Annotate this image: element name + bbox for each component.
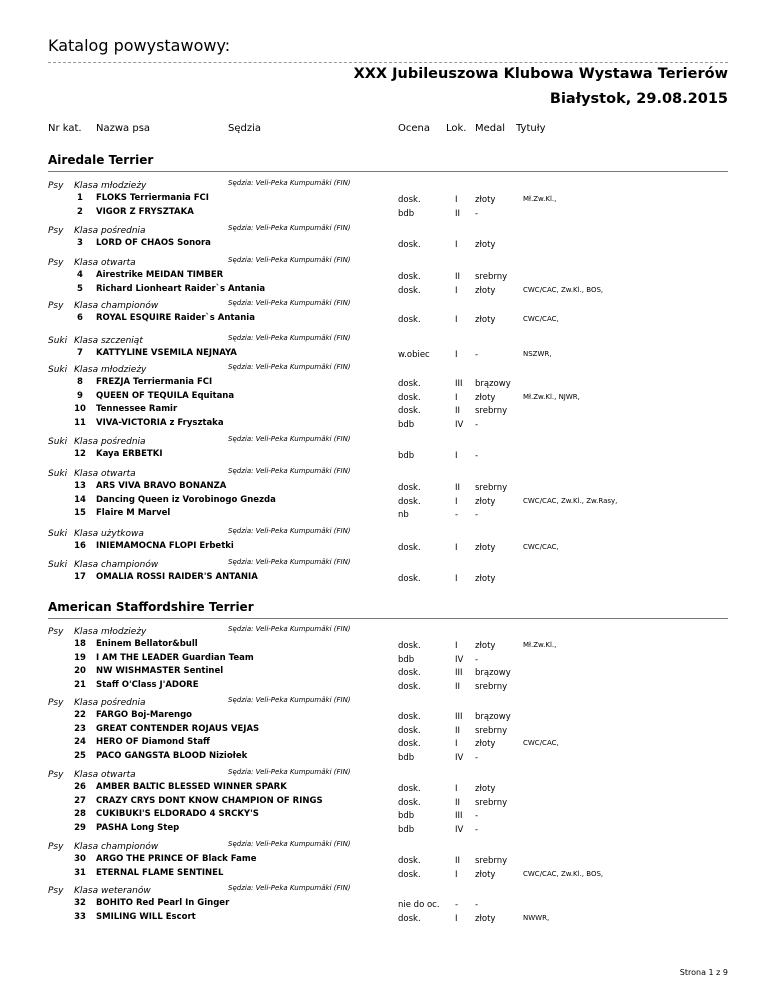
placement: I	[455, 739, 458, 749]
medal: srebrny	[475, 797, 508, 808]
rating: dosk.	[398, 392, 421, 403]
class-label: Klasa weteranów	[74, 886, 151, 896]
rating: nb	[398, 510, 409, 520]
dog-name: QUEEN OF TEQUILA Equitana	[96, 390, 235, 401]
medal: złoty	[475, 392, 496, 403]
sex-label: Psy	[48, 301, 64, 311]
judge-label: Sędzia: Veli-Peka Kumpumäki (FIN)	[228, 467, 351, 475]
catalog-number: 21	[74, 679, 86, 690]
catalog-number: 14	[74, 494, 86, 505]
placement: I	[455, 784, 458, 794]
dog-name: PACO GANGSTA BLOOD Niziołek	[96, 750, 248, 761]
medal: -	[475, 208, 479, 219]
placement: I	[455, 641, 458, 651]
dog-name: Staff O'Class J'ADORE	[96, 679, 199, 690]
placement: I	[455, 913, 458, 924]
medal: srebrny	[475, 681, 508, 692]
class-label: Klasa młodzieży	[74, 365, 147, 375]
sex-label: Psy	[48, 627, 64, 637]
rating: dosk.	[398, 195, 421, 205]
sex-label: Psy	[48, 226, 64, 236]
rating: dosk.	[398, 668, 421, 678]
medal: złoty	[475, 784, 496, 794]
dog-name: NW WISHMASTER Sentinel	[96, 666, 224, 676]
judge-label: Sędzia: Veli-Peka Kumpumäki (FIN)	[228, 363, 351, 371]
event-title: XXX Jubileuszowa Klubowa Wystawa Terierów	[353, 66, 728, 82]
rating: bdb	[398, 419, 415, 430]
medal: srebrny	[475, 483, 508, 493]
dog-name: Richard Lionheart Raider`s Antania	[96, 283, 266, 294]
placement: II	[455, 681, 461, 692]
dog-name: HERO OF Diamond Staff	[96, 737, 210, 747]
catalog-number: 28	[74, 809, 86, 819]
placement: I	[455, 285, 458, 296]
sex-label: Psy	[48, 258, 64, 268]
titles: Mł.Zw.Kl.,	[523, 195, 557, 203]
dog-name: Eninem Bellator&bull	[96, 639, 198, 649]
medal: złoty	[475, 315, 496, 325]
catalog-number: 20	[74, 666, 86, 676]
class-label: Klasa użytkowa	[74, 529, 144, 539]
document-title: Katalog powystawowy:	[48, 36, 231, 55]
titles: CWC/CAC,	[523, 315, 559, 323]
rating: dosk.	[398, 315, 421, 325]
medal: złoty	[475, 543, 496, 553]
catalog-number: 13	[74, 481, 86, 491]
placement: I	[455, 240, 458, 250]
judge-label: Sędzia: Veli-Peka Kumpumäki (FIN)	[228, 256, 351, 264]
rating: bdb	[398, 654, 415, 665]
judge-label: Sędzia: Veli-Peka Kumpumäki (FIN)	[228, 625, 351, 633]
catalog-number: 10	[74, 404, 86, 414]
medal: srebrny	[475, 856, 508, 866]
placement: I	[455, 195, 458, 205]
placement: II	[455, 483, 461, 493]
medal: srebrny	[475, 406, 508, 416]
catalog-number: 25	[74, 750, 86, 761]
dog-name: OMALIA ROSSI RAIDER'S ANTANIA	[96, 572, 258, 582]
medal: -	[475, 824, 479, 835]
judge-label: Sędzia: Veli-Peka Kumpumäki (FIN)	[228, 527, 351, 535]
judge-label: Sędzia: Veli-Peka Kumpumäki (FIN)	[228, 334, 351, 342]
col-place: Lok.	[446, 123, 467, 134]
dog-name: I AM THE LEADER Guardian Team	[96, 652, 254, 663]
dog-name: CRAZY CRYS DONT KNOW CHAMPION OF RINGS	[96, 795, 323, 806]
medal: -	[475, 451, 479, 461]
rating: bdb	[398, 451, 415, 461]
class-label: Klasa szczeniąt	[74, 336, 143, 346]
placement: I	[455, 451, 458, 461]
col-name: Nazwa psa	[96, 123, 151, 134]
judge-label: Sędzia: Veli-Peka Kumpumäki (FIN)	[228, 558, 351, 566]
class-label: Klasa młodzieży	[74, 627, 147, 637]
medal: -	[475, 510, 479, 520]
titles: CWC/CAC,	[523, 543, 559, 551]
dog-name: Tennessee Ramir	[96, 404, 178, 414]
medal: brązowy	[475, 712, 511, 722]
dog-name: VIVA-VICTORIA z Frysztaka	[96, 417, 224, 428]
breed-divider	[48, 171, 728, 172]
dog-name: AMBER BALTIC BLESSED WINNER SPARK	[96, 782, 287, 792]
rating: dosk.	[398, 406, 421, 416]
medal: złoty	[475, 913, 496, 924]
medal: -	[475, 900, 479, 910]
rating: dosk.	[398, 784, 421, 794]
rating: dosk.	[398, 574, 421, 584]
dog-name: SMILING WILL Escort	[96, 911, 196, 922]
catalog-number: 5	[77, 283, 83, 294]
catalog-number: 2	[77, 206, 83, 217]
sex-label: Psy	[48, 181, 64, 191]
medal: złoty	[475, 240, 496, 250]
judge-label: Sędzia: Veli-Peka Kumpumäki (FIN)	[228, 696, 351, 704]
titles: CWC/CAC, Zw.Kl., Zw.Rasy,	[523, 496, 618, 505]
class-label: Klasa otwarta	[74, 770, 136, 780]
rating: dosk.	[398, 641, 421, 651]
catalog-number: 7	[77, 348, 83, 358]
placement: I	[455, 350, 458, 360]
catalog-number: 12	[74, 449, 86, 459]
sex-label: Suki	[48, 437, 68, 447]
dog-name: Airestrike MEIDAN TIMBER	[96, 270, 224, 280]
judge-label: Sędzia: Veli-Peka Kumpumäki (FIN)	[228, 299, 351, 307]
sex-label: Psy	[48, 886, 64, 896]
catalog-number: 8	[77, 377, 83, 387]
breed-title: Airedale Terrier	[48, 153, 154, 167]
medal: srebrny	[475, 272, 508, 282]
medal: złoty	[475, 285, 496, 296]
placement: I	[455, 496, 458, 507]
dog-name: KATTYLINE VSEMILA NEJNAYA	[96, 348, 237, 358]
placement: -	[455, 510, 459, 520]
dog-name: GREAT CONTENDER ROJAUS VEJAS	[96, 723, 260, 734]
sex-label: Psy	[48, 842, 64, 852]
placement: I	[455, 574, 458, 584]
class-label: Klasa championów	[74, 560, 159, 570]
medal: -	[475, 752, 479, 763]
catalog-number: 26	[74, 782, 86, 792]
breed-divider	[48, 618, 728, 619]
catalog-number: 19	[74, 652, 86, 663]
medal: -	[475, 419, 479, 430]
rating: dosk.	[398, 543, 421, 553]
dog-name: ETERNAL FLAME SENTINEL	[96, 867, 224, 878]
col-titles: Tytuły	[516, 123, 546, 134]
class-label: Klasa championów	[74, 842, 159, 852]
class-label: Klasa pośrednia	[74, 698, 146, 708]
placement: I	[455, 869, 458, 880]
class-label: Klasa młodzieży	[74, 181, 147, 191]
titles: Mł.Zw.Kl., NJWR,	[523, 392, 580, 401]
dog-name: Dancing Queen iz Vorobinogo Gnezda	[96, 494, 276, 505]
rating: dosk.	[398, 496, 421, 507]
header-divider	[48, 62, 728, 63]
titles: CWC/CAC, Zw.Kl., BOS,	[523, 285, 604, 294]
rating: dosk.	[398, 856, 421, 866]
class-label: Klasa pośrednia	[74, 226, 146, 236]
titles: NWWR,	[523, 913, 550, 922]
rating: bdb	[398, 752, 415, 763]
rating: dosk.	[398, 483, 421, 493]
event-place-date: Białystok, 29.08.2015	[549, 91, 728, 107]
catalog-number: 4	[77, 270, 83, 280]
placement: IV	[455, 752, 464, 763]
page-number: Strona 1 z 9	[679, 968, 728, 977]
rating: bdb	[398, 208, 415, 219]
dog-name: FARGO Boj-Marengo	[96, 710, 193, 720]
class-label: Klasa otwarta	[74, 469, 136, 479]
medal: brązowy	[475, 668, 511, 678]
rating: dosk.	[398, 272, 421, 282]
dog-name: LORD OF CHAOS Sonora	[96, 238, 211, 248]
dog-name: INIEMAMOCNA FLOPI Erbetki	[96, 541, 234, 551]
medal: srebrny	[475, 725, 508, 736]
catalog-number: 15	[74, 508, 86, 518]
catalog-number: 24	[74, 737, 86, 747]
judge-label: Sędzia: Veli-Peka Kumpumäki (FIN)	[228, 840, 351, 848]
dog-name: BOHITO Red Pearl In Ginger	[96, 898, 230, 908]
placement: II	[455, 406, 461, 416]
rating: dosk.	[398, 913, 421, 924]
placement: III	[455, 668, 463, 678]
col-judge: Sędzia	[228, 123, 262, 134]
titles: CWC/CAC, Zw.Kl., BOS,	[523, 869, 604, 878]
rating: dosk.	[398, 285, 421, 296]
sex-label: Psy	[48, 698, 64, 708]
rating: dosk.	[398, 240, 421, 250]
breed-title: American Staffordshire Terrier	[48, 600, 254, 614]
placement: IV	[455, 419, 464, 430]
catalog-number: 33	[74, 911, 86, 922]
rating: dosk.	[398, 869, 421, 880]
catalog-number: 16	[74, 541, 86, 551]
catalog-number: 9	[77, 390, 83, 401]
judge-label: Sędzia: Veli-Peka Kumpumäki (FIN)	[228, 884, 351, 892]
class-label: Klasa otwarta	[74, 258, 136, 268]
placement: III	[455, 379, 463, 389]
medal: złoty	[475, 195, 496, 205]
dog-name: CUKIBUKI'S ELDORADO 4 SRCKY'S	[96, 809, 259, 819]
placement: I	[455, 315, 458, 325]
placement: III	[455, 811, 463, 821]
titles: CWC/CAC,	[523, 739, 559, 747]
rating: bdb	[398, 811, 415, 821]
catalog-number: 31	[74, 867, 86, 878]
catalog-number: 23	[74, 723, 86, 734]
titles: Mł.Zw.Kl.,	[523, 641, 557, 649]
catalog-number: 30	[74, 854, 86, 864]
rating: dosk.	[398, 739, 421, 749]
medal: złoty	[475, 869, 496, 880]
rating: dosk.	[398, 797, 421, 808]
placement: IV	[455, 824, 464, 835]
medal: złoty	[475, 739, 496, 749]
placement: III	[455, 712, 463, 722]
catalog-number: 27	[74, 795, 86, 806]
rating: dosk.	[398, 712, 421, 722]
medal: -	[475, 654, 479, 665]
catalog-number: 18	[74, 639, 86, 649]
rating: bdb	[398, 824, 415, 835]
placement: I	[455, 543, 458, 553]
sex-label: Suki	[48, 560, 68, 570]
judge-label: Sędzia: Veli-Peka Kumpumäki (FIN)	[228, 768, 351, 776]
catalog-number: 32	[74, 898, 86, 908]
catalog-number: 11	[74, 417, 86, 428]
class-label: Klasa championów	[74, 301, 159, 311]
medal: złoty	[475, 496, 496, 507]
dog-name: ARS VIVA BRAVO BONANZA	[96, 481, 227, 491]
medal: złoty	[475, 641, 496, 651]
placement: II	[455, 797, 461, 808]
placement: II	[455, 856, 461, 866]
judge-label: Sędzia: Veli-Peka Kumpumäki (FIN)	[228, 435, 351, 443]
catalog-number: 17	[74, 572, 86, 582]
medal: -	[475, 811, 479, 821]
medal: złoty	[475, 574, 496, 584]
col-rating: Ocena	[398, 123, 430, 134]
dog-name: VIGOR Z FRYSZTAKA	[96, 206, 194, 217]
catalog-number: 1	[77, 193, 83, 203]
dog-name: ARGO THE PRINCE OF Black Fame	[96, 854, 257, 864]
placement: II	[455, 272, 461, 282]
class-label: Klasa pośrednia	[74, 437, 146, 447]
dog-name: PASHA Long Step	[96, 822, 180, 833]
sex-label: Suki	[48, 469, 68, 479]
judge-label: Sędzia: Veli-Peka Kumpumäki (FIN)	[228, 224, 351, 232]
catalog-number: 3	[77, 238, 83, 248]
titles: NSZWR,	[523, 350, 552, 358]
sex-label: Psy	[48, 770, 64, 780]
col-medal: Medal	[475, 123, 506, 134]
col-nr: Nr kat.	[48, 123, 82, 134]
rating: dosk.	[398, 725, 421, 736]
rating: dosk.	[398, 681, 421, 692]
dog-name: FREZJA Terriermania FCI	[96, 377, 213, 387]
sex-label: Suki	[48, 365, 68, 375]
placement: II	[455, 725, 461, 736]
dog-name: ROYAL ESQUIRE Raider`s Antania	[96, 313, 255, 323]
rating: nie do oc.	[398, 900, 440, 910]
medal: -	[475, 350, 479, 360]
rating: w.obiec	[398, 350, 430, 360]
placement: II	[455, 208, 461, 219]
catalog-number: 22	[74, 710, 86, 720]
rating: dosk.	[398, 379, 421, 389]
placement: -	[455, 900, 459, 910]
judge-label: Sędzia: Veli-Peka Kumpumäki (FIN)	[228, 179, 351, 187]
catalog-number: 6	[77, 313, 83, 323]
dog-name: Flaire M Marvel	[96, 508, 171, 518]
sex-label: Suki	[48, 336, 68, 346]
medal: brązowy	[475, 379, 511, 389]
catalog-number: 29	[74, 822, 86, 833]
placement: IV	[455, 654, 464, 665]
dog-name: FLOKS Terriermania FCI	[96, 193, 209, 203]
dog-name: Kaya ERBETKI	[96, 449, 163, 459]
sex-label: Suki	[48, 529, 68, 539]
placement: I	[455, 392, 458, 403]
